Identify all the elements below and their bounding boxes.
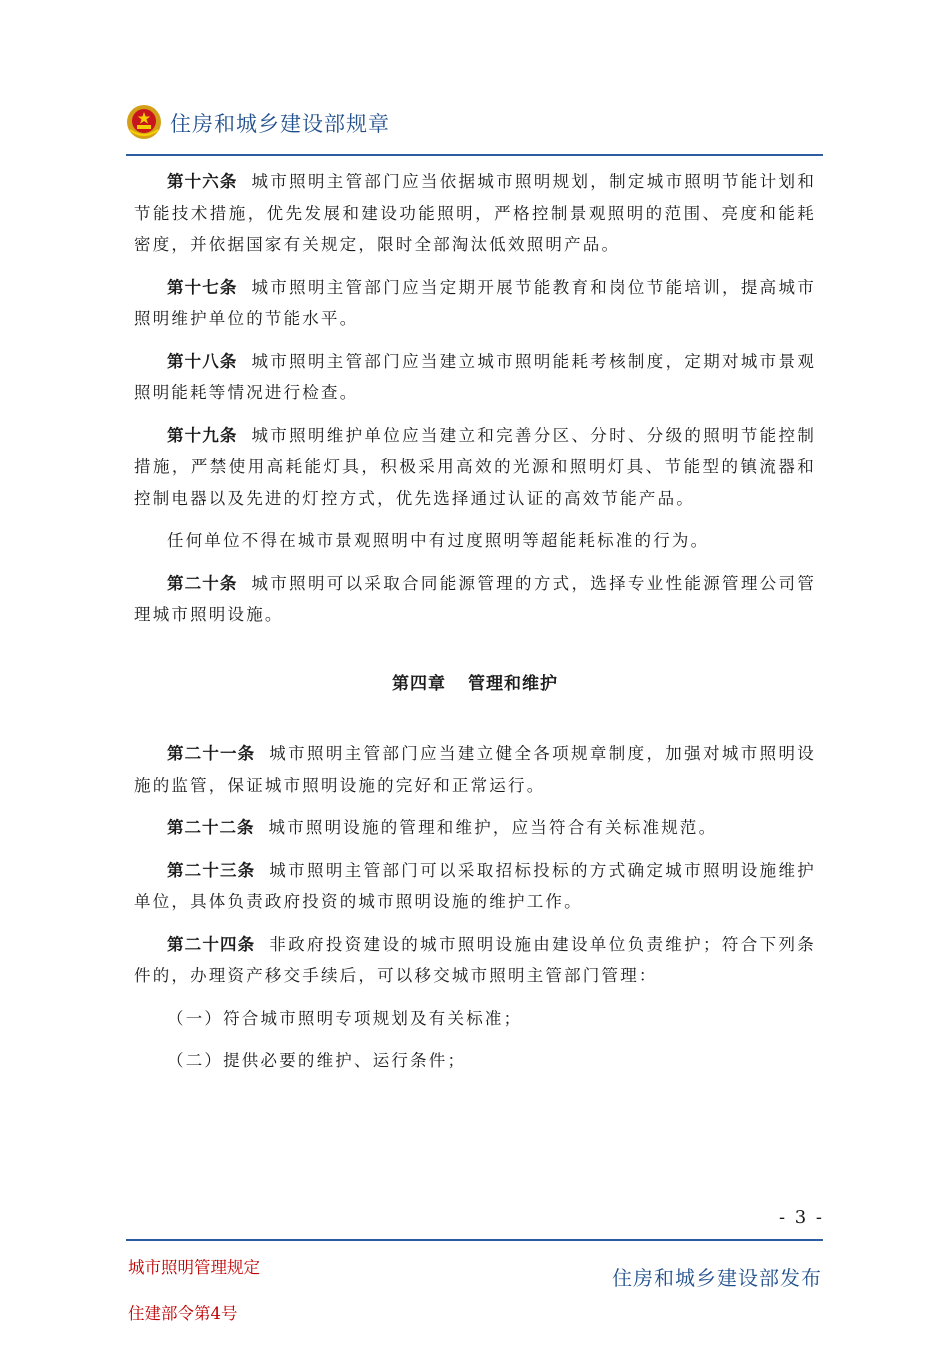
article-paragraph [134, 568, 816, 631]
article-label: 第十六条 [167, 172, 238, 191]
article-label: 第二十二条 [167, 818, 255, 837]
list-item-text: （二）提供必要的维护、运行条件； [167, 1051, 467, 1070]
article-label: 第十七条 [167, 277, 238, 297]
article-text: 非政府投资建设的城市照明设施由建设单位负责维护；符合下列条件的，办理资产移交手续后，可以移交城市照明主管部门管理： [134, 934, 816, 985]
list-item [134, 1045, 816, 1077]
footer-divider [126, 1239, 823, 1241]
article-paragraph [134, 420, 816, 515]
header-title: 住房和城乡建设部规章 [170, 112, 390, 136]
article-text: 城市照明主管部门应当建立健全各项规章制度，加强对城市照明设施的监管，保证城市照明设施的完好和正常运行。 [134, 744, 816, 795]
chapter-number: 第四章 [392, 673, 446, 694]
article-paragraph [134, 166, 816, 261]
article-label: 第十八条 [167, 351, 238, 371]
article-label: 第二十一条 [167, 744, 256, 763]
article-label: 第十九条 [167, 425, 238, 445]
article-paragraph [134, 525, 816, 557]
article-text: 城市照明设施的管理和维护，应当符合有关标准规范。 [268, 818, 718, 837]
article-paragraph [134, 812, 816, 844]
footer-publisher: 住房和城乡建设部发布 [612, 1266, 822, 1290]
article-label: 第二十条 [167, 573, 238, 593]
article-paragraph [134, 738, 816, 801]
article-paragraph [134, 929, 816, 992]
page-header [126, 100, 823, 156]
article-label: 第二十三条 [167, 860, 256, 880]
article-text: 任何单位不得在城市景观照明中有过度照明等超能耗标准的行为。 [167, 531, 710, 550]
article-text: 城市照明主管部门可以采取招标投标的方式确定城市照明设施维护单位，具体负责政府投资的城市照明设施的维护工作。 [134, 860, 816, 911]
page-number: - 3 - [778, 1207, 824, 1228]
article-paragraph [134, 346, 816, 409]
article-paragraph [134, 272, 816, 335]
footer-doc-title: 城市照明管理规定 [128, 1258, 260, 1277]
article-text: 城市照明主管部门应当建立城市照明能耗考核制度，定期对城市景观照明能耗等情况进行检查。 [134, 351, 817, 402]
footer-doc-number: 住建部令第4号 [128, 1304, 238, 1323]
chapter-title: 管理和维护 [468, 673, 558, 694]
national-emblem-icon [126, 104, 162, 140]
document-body [134, 166, 816, 1088]
article-text: 城市照明可以采取合同能源管理的方式，选择专业性能源管理公司管理城市照明设施。 [134, 573, 817, 624]
list-item [134, 1003, 816, 1035]
article-text: 城市照明维护单位应当建立和完善分区、分时、分级的照明节能控制措施，严禁使用高耗能灯具，积极采用高效的光源和照明灯具、节能型的镇流器和控制电器以及先进的灯控方式，优先选择通过认证的高效节能产品。 [134, 425, 817, 508]
article-label: 第二十四条 [167, 934, 256, 954]
article-text: 城市照明主管部门应当依据城市照明规划，制定城市照明节能计划和节能技术措施，优先发展和建设功能照明，严格控制景观照明的范围、亮度和能耗密度，并依据国家有关规定，限时全部淘汰低效照明产品。 [134, 172, 817, 254]
article-text: 城市照明主管部门应当定期开展节能教育和岗位节能培训，提高城市照明维护单位的节能水平。 [134, 277, 817, 328]
chapter-heading [134, 669, 816, 701]
header-divider [126, 154, 823, 156]
article-paragraph [134, 855, 816, 918]
list-item-text: （一）符合城市照明专项规划及有关标准； [167, 1008, 523, 1028]
